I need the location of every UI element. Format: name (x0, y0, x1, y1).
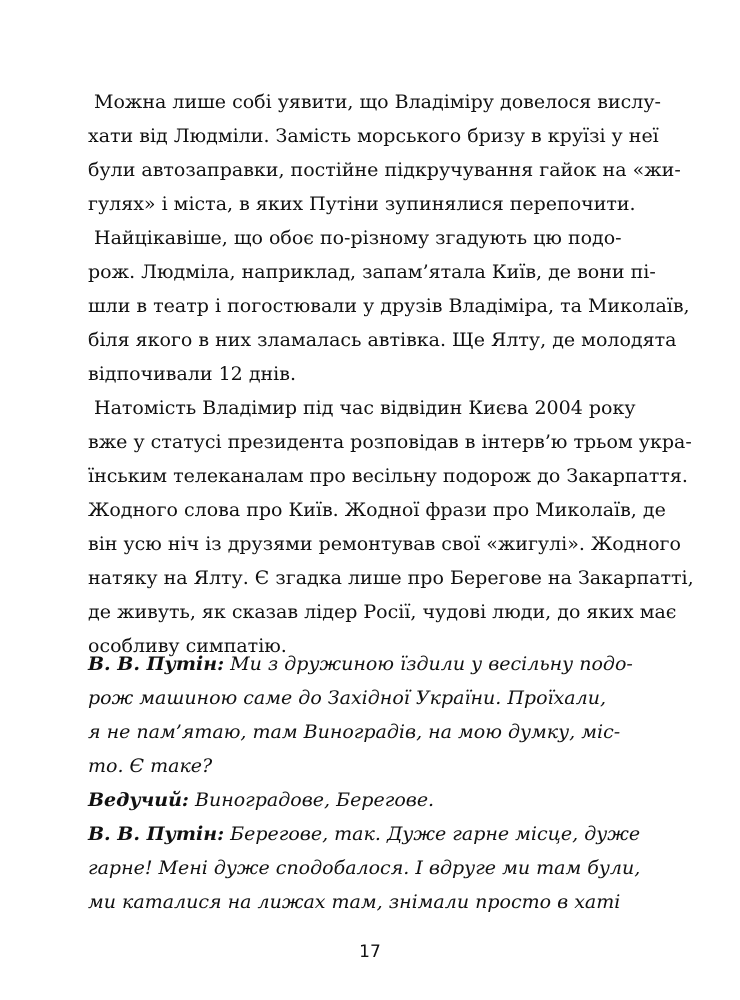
interview-quote (88, 647, 658, 919)
text-line: ми каталися на лижах там, знімали просто в хаті (88, 891, 621, 913)
text-line: натяку на Ялту. Є згадка лише про Берегове на Закарпатті, (88, 567, 694, 589)
text-line: Натомість Владімир під час відвідин Києва 2004 року (94, 397, 636, 419)
text-line (88, 783, 658, 817)
text-line: шли в театр і погостювали у друзів Владіміра, та Миколаїв, (88, 295, 690, 317)
text-line: гарне! Мені дуже сподобалося. І вдруге ми там були, (88, 857, 641, 879)
text-line (88, 647, 658, 681)
text-line (88, 817, 658, 851)
speech-text: Ми з дружиною їздили у весільну подо- (224, 653, 633, 675)
text-line: Жодного слова про Київ. Жодної фрази про Миколаїв, де (88, 499, 666, 521)
paragraph-3 (88, 391, 694, 663)
text-line: хати від Людміли. Замість морського бризу в круїзі у неї (88, 125, 659, 147)
speech-text: Берегове, так. Дуже гарне місце, дуже (224, 823, 641, 845)
speech-text: Виноградове, Берегове. (188, 789, 435, 811)
speaker-name: В. В. Путін: (88, 823, 225, 845)
interview-entry-putin (88, 647, 658, 783)
speaker-name: Ведучий: (88, 789, 189, 811)
interview-entry-putin (88, 817, 658, 919)
text-line: він усю ніч із друзями ремонтував свої «жигулі». Жодного (88, 533, 681, 555)
text-line: біля якого в них зламалась автівка. Ще Ялту, де молодята (88, 329, 677, 351)
speaker-name: В. В. Путін: (88, 653, 225, 675)
text-line: гулях» і міста, в яких Путіни зупинялися перепочити. (88, 193, 636, 215)
text-line: вже у статусі президента розповідав в інтерв’ю трьом укра- (88, 431, 692, 453)
text-line: то. Є таке? (88, 755, 213, 777)
page-number: 17 (359, 942, 381, 962)
text-line: де живуть, як сказав лідер Росії, чудові люди, до яких має (88, 601, 677, 623)
text-line: були автозаправки, постійне підкручування гайок на «жи- (88, 159, 681, 181)
text-line: рож. Людміла, наприклад, запам’ятала Київ, де вони пі- (88, 261, 656, 283)
text-line: я не пам’ятаю, там Виноградів, на мою думку, міс- (88, 721, 621, 743)
paragraph-2 (88, 221, 690, 391)
text-line: рож машиною саме до Західної України. Проїхали, (88, 687, 607, 709)
body-text (88, 85, 694, 663)
text-line: особливу симпатію. (88, 635, 287, 657)
text-line: Найцікавіше, що обоє по-різному згадують цю подо- (94, 227, 622, 249)
text-line: відпочивали 12 днів. (88, 363, 296, 385)
text-line: їнським телеканалам про весільну подорож до Закарпаття. (88, 465, 688, 487)
paragraph-1 (88, 85, 681, 221)
text-line: Можна лише собі уявити, що Владіміру довелося вислу- (94, 91, 661, 113)
interview-entry-host (88, 783, 658, 817)
